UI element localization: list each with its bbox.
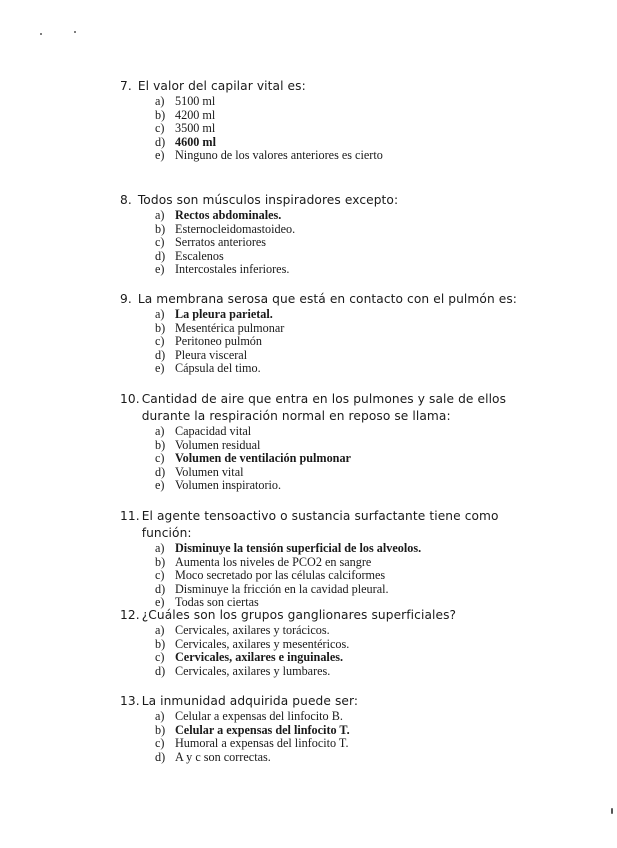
option-d: d) Volumen vital [155,464,244,479]
question-header [120,291,540,308]
option-c: c) Serratos anteriores [155,235,267,250]
correct-answer: Celular a expensas del linfocito T. [175,722,350,737]
question-header [120,508,540,542]
option-d: d) Disminuye la fricción en la cavidad pleural. [155,581,389,596]
question-11 [120,508,540,610]
correct-answer: La pleura parietal. [175,307,273,321]
option-a: a) Celular a expensas del linfocito B. [155,709,343,723]
scan-speck [611,808,613,814]
question-9 [120,291,540,376]
question-text: El agente tensoactivo o sustancia surfactante tiene como función: [141,509,499,540]
option-b: b) Mesentérica pulmonar [155,320,285,335]
question-number: 9. [120,292,132,306]
option-b: b) Aumenta los niveles de PCO2 en sangre [155,554,372,569]
question-number: 8. [120,193,132,207]
option-d: d) Pleura visceral [155,347,248,362]
question-header [120,391,540,425]
option-c: c) Moco secretado por las células calciformes [155,568,386,583]
option-c: c) Cervicales, axilares e inguinales. [155,650,344,665]
question-text: La inmunidad adquirida puede ser: [141,694,359,708]
option-list [155,425,540,493]
question-7 [120,78,540,163]
option-e: e) Cápsula del timo. [155,361,261,376]
question-number: 12. [120,608,140,622]
option-e: e) Todas son ciertas [155,595,259,610]
correct-answer: Rectos abdominales. [175,208,282,222]
option-d: d) 4600 ml [155,134,216,149]
correct-answer: 4600 ml [175,134,216,149]
question-10 [120,391,540,493]
option-b: b) Cervicales, axilares y mesentéricos. [155,636,350,651]
correct-answer: Cervicales, axilares e inguinales. [175,650,344,665]
question-text: El valor del capilar vital es: [137,79,306,93]
question-header [120,607,540,624]
option-list [155,710,540,764]
question-text: La membrana serosa que está en contacto con el pulmón es: [137,292,518,306]
option-a: a) La pleura parietal. [155,307,273,321]
option-list [155,624,540,678]
option-c: c) Volumen de ventilación pulmonar [155,451,351,466]
option-c: c) Humoral a expensas del linfocito T. [155,736,349,751]
question-number: 11. [120,509,140,523]
question-header [120,192,540,209]
option-e: e) Volumen inspiratorio. [155,478,282,493]
correct-answer: Disminuye la tensión superficial de los alveolos. [175,541,422,555]
option-b: b) 4200 ml [155,107,216,122]
option-b: b) Volumen residual [155,437,261,452]
option-list [155,308,540,376]
scan-speck [40,33,42,35]
option-c: c) Peritoneo pulmón [155,334,262,349]
question-13 [120,693,540,764]
option-c: c) 3500 ml [155,121,216,136]
question-12 [120,607,540,678]
option-a: a) Cervicales, axilares y torácicos. [155,623,330,637]
question-text: Cantidad de aire que entra en los pulmones y sale de ellos durante la respiración normal en reposo se llama: [141,392,507,423]
correct-answer: Volumen de ventilación pulmonar [175,451,351,466]
question-text: Todos son músculos inspiradores excepto: [137,193,399,207]
question-number: 10. [120,392,140,406]
question-header [120,78,540,95]
option-b: b) Esternocleidomastoideo. [155,221,296,236]
option-d: d) Cervicales, axilares y lumbares. [155,663,331,678]
question-header [120,693,540,710]
question-8 [120,192,540,277]
option-list [155,95,540,163]
option-list [155,542,540,610]
question-number: 7. [120,79,132,93]
option-b: b) Celular a expensas del linfocito T. [155,722,350,737]
option-e: e) Intercostales inferiores. [155,262,290,277]
option-a: a) Disminuye la tensión superficial de los alveolos. [155,541,422,555]
scan-speck [74,31,76,33]
option-a: a) Rectos abdominales. [155,208,282,222]
option-a: a) 5100 ml [155,94,216,108]
option-d: d) A y c son correctas. [155,749,271,764]
option-list [155,209,540,277]
question-number: 13. [120,694,140,708]
option-a: a) Capacidad vital [155,424,252,438]
option-e: e) Ninguno de los valores anteriores es cierto [155,148,383,163]
option-d: d) Escalenos [155,248,224,263]
question-text: ¿Cuáles son los grupos ganglionares superficiales? [141,608,457,622]
